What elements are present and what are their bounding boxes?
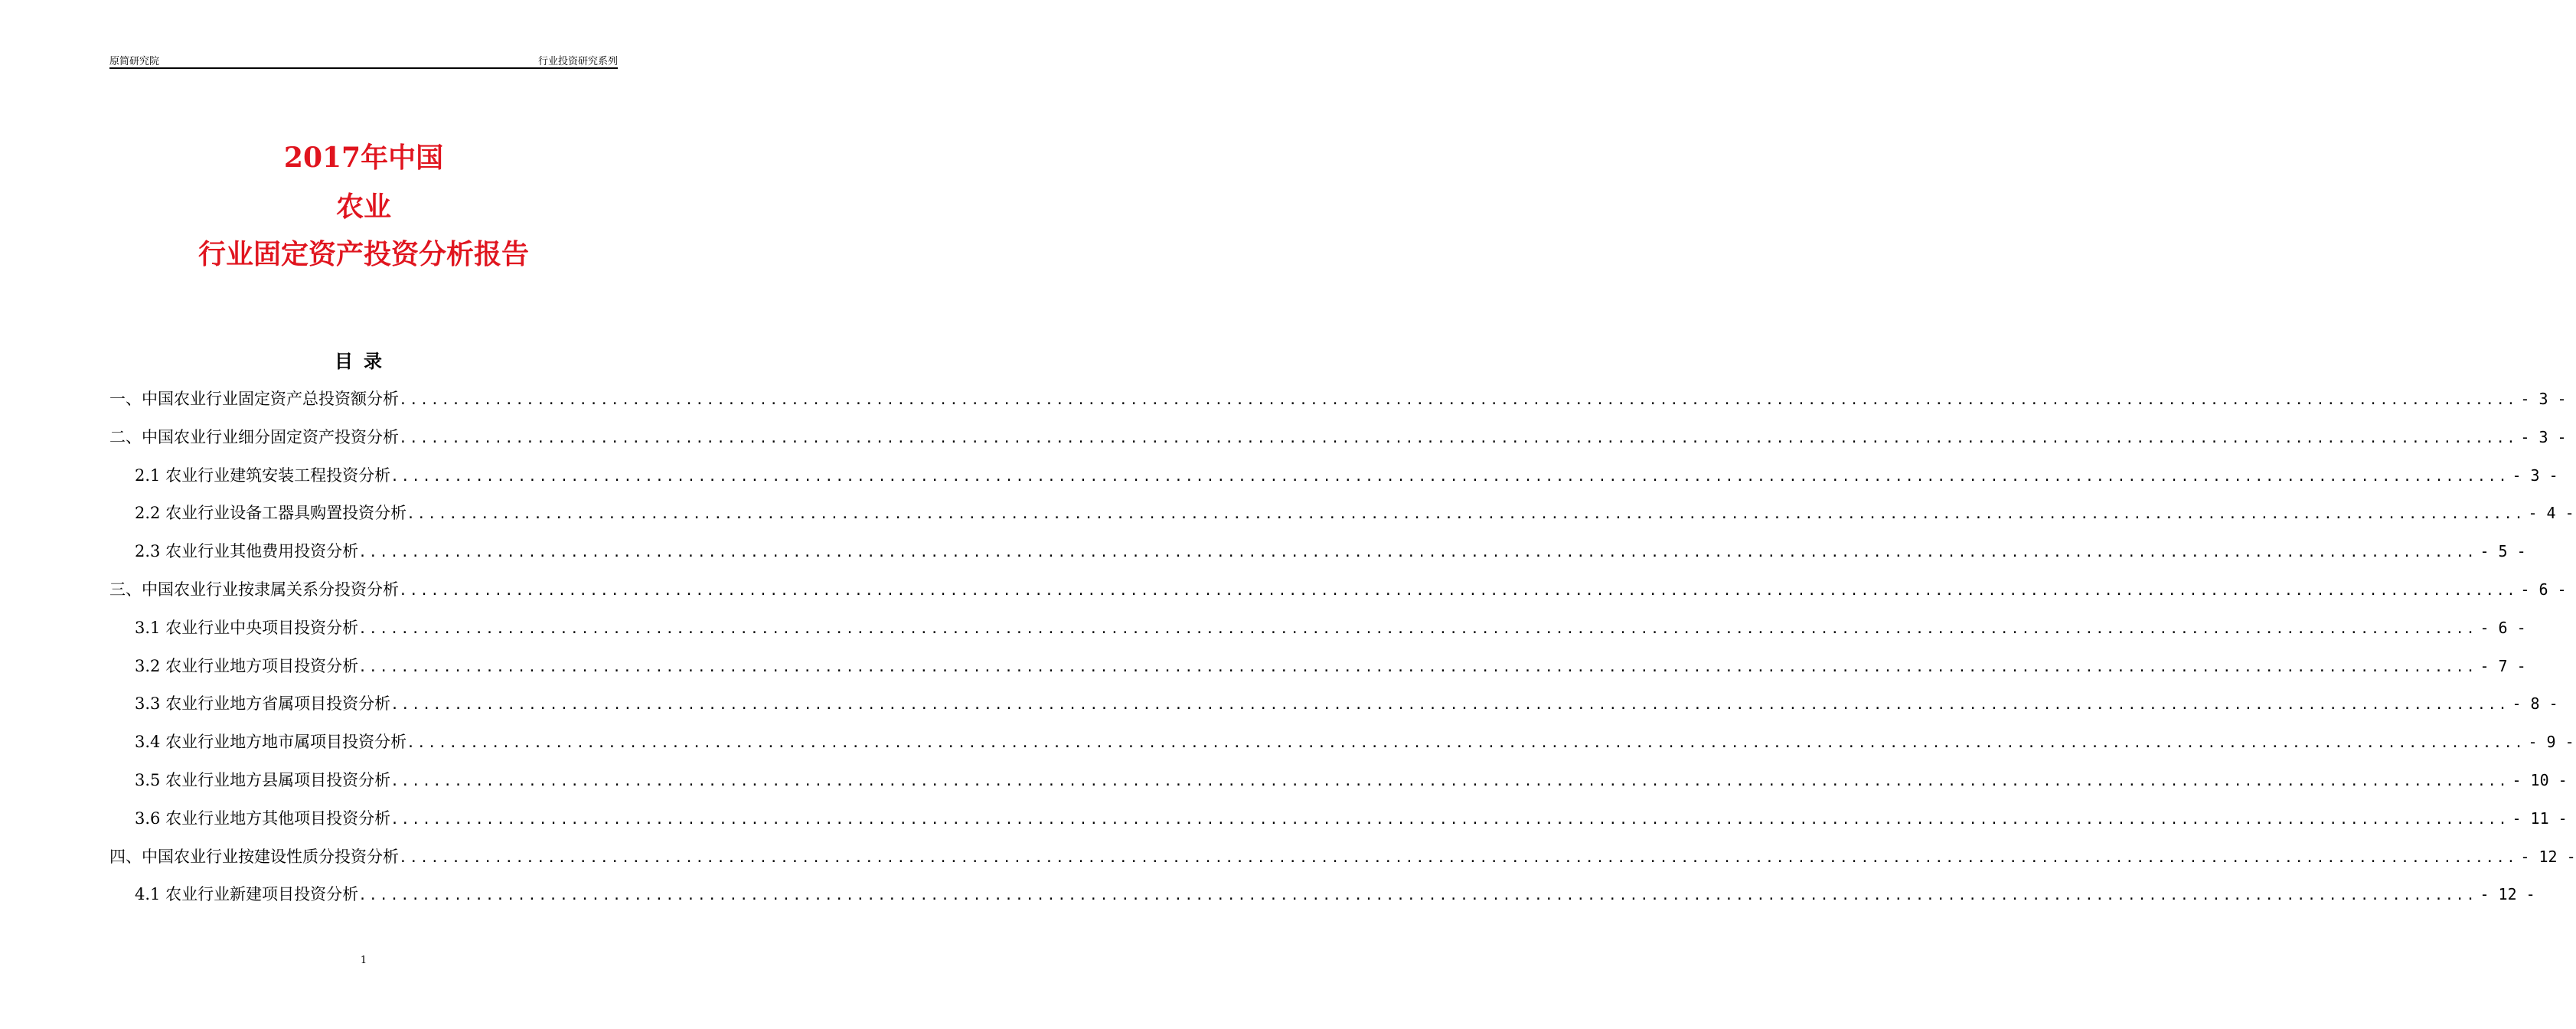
toc-entry[interactable]	[109, 387, 2567, 425]
toc-entry-label: 3.2 农业行业地方项目投资分析	[135, 656, 359, 675]
toc-leader-dots: ........................................................................................................................................................................................................	[399, 582, 2518, 599]
toc-entry[interactable]	[109, 616, 2526, 654]
toc-entry[interactable]	[109, 806, 2568, 844]
toc-entry-label: 3.5 农业行业地方县属项目投资分析	[135, 770, 391, 789]
table-of-contents	[109, 387, 2576, 920]
toc-entry-page: - 12 -	[2520, 847, 2576, 866]
toc-entry-page: - 10 -	[2512, 770, 2568, 789]
header-org: 原简研究院	[109, 56, 160, 67]
toc-entry-page: - 3 -	[2520, 390, 2567, 408]
toc-leader-dots: ........................................................................................................................................................................................................	[358, 544, 2477, 561]
toc-entry[interactable]	[109, 844, 2576, 883]
toc-entry-page: - 6 -	[2520, 580, 2567, 599]
toc-entry-page: - 3 -	[2512, 466, 2558, 485]
toc-leader-dots: ........................................................................................................................................................................................................	[390, 773, 2509, 789]
report-title-line-1: 2017年中国	[283, 142, 444, 174]
toc-leader-dots: ........................................................................................................................................................................................................	[390, 468, 2509, 485]
toc-entry-page: - 5 -	[2480, 542, 2526, 561]
toc-heading: 目录	[335, 351, 393, 372]
toc-entry-page: - 11 -	[2512, 808, 2568, 828]
toc-leader-dots: ........................................................................................................................................................................................................	[406, 506, 2525, 523]
toc-leader-dots: ........................................................................................................................................................................................................	[399, 430, 2518, 446]
toc-entry-label: 2.2 农业行业设备工器具购置投资分析	[135, 504, 407, 523]
toc-entry-label: 3.4 农业行业地方地市属项目投资分析	[135, 733, 407, 752]
page-header	[109, 52, 618, 69]
toc-leader-dots: ........................................................................................................................................................................................................	[358, 887, 2477, 904]
toc-leader-dots: ........................................................................................................................................................................................................	[358, 620, 2477, 637]
toc-entry-label: 一、中国农业行业固定资产总投资额分析	[109, 390, 399, 408]
toc-entry[interactable]	[109, 654, 2526, 692]
toc-entry[interactable]	[109, 425, 2567, 463]
page-number: 1	[360, 955, 367, 966]
toc-entry-label: 4.1 农业行业新建项目投资分析	[135, 885, 359, 904]
toc-leader-dots: ........................................................................................................................................................................................................	[399, 392, 2518, 408]
toc-leader-dots: ........................................................................................................................................................................................................	[358, 658, 2477, 675]
toc-entry-page: - 7 -	[2480, 656, 2526, 675]
toc-entry[interactable]	[109, 463, 2558, 501]
toc-leader-dots: ........................................................................................................................................................................................................	[390, 811, 2509, 828]
toc-entry-page: - 4 -	[2528, 504, 2574, 523]
toc-entry-label: 3.3 农业行业地方省属项目投资分析	[135, 694, 391, 714]
toc-leader-dots: ........................................................................................................................................................................................................	[390, 697, 2509, 714]
toc-leader-dots: ........................................................................................................................................................................................................	[406, 735, 2525, 752]
toc-entry-label: 三、中国农业行业按隶属关系分投资分析	[109, 580, 399, 599]
toc-entry[interactable]	[109, 691, 2558, 730]
toc-entry-page: - 9 -	[2528, 733, 2574, 752]
toc-entry-label: 二、中国农业行业细分固定资产投资分析	[109, 427, 399, 446]
toc-leader-dots: ........................................................................................................................................................................................................	[399, 849, 2518, 866]
toc-entry[interactable]	[109, 882, 2535, 920]
toc-entry[interactable]	[109, 501, 2574, 539]
toc-entry[interactable]	[109, 768, 2568, 806]
toc-entry-label: 2.1 农业行业建筑安装工程投资分析	[135, 466, 391, 485]
toc-entry-page: - 8 -	[2512, 694, 2558, 714]
toc-entry[interactable]	[109, 539, 2526, 577]
report-title-line-3: 行业固定资产投资分析报告	[198, 238, 529, 270]
header-series: 行业投资研究系列	[537, 56, 618, 67]
toc-entry-label: 四、中国农业行业按建设性质分投资分析	[109, 847, 399, 866]
toc-entry[interactable]	[109, 730, 2574, 768]
report-title-line-2: 农业	[335, 191, 391, 223]
toc-entry-page: - 3 -	[2520, 427, 2567, 446]
toc-entry-page: - 6 -	[2480, 618, 2526, 637]
toc-entry-label: 3.1 农业行业中央项目投资分析	[135, 618, 359, 637]
toc-entry-page: - 12 -	[2480, 885, 2535, 904]
toc-entry-label: 2.3 农业行业其他费用投资分析	[135, 542, 359, 561]
toc-entry-label: 3.6 农业行业地方其他项目投资分析	[135, 808, 391, 828]
toc-entry[interactable]	[109, 577, 2567, 616]
